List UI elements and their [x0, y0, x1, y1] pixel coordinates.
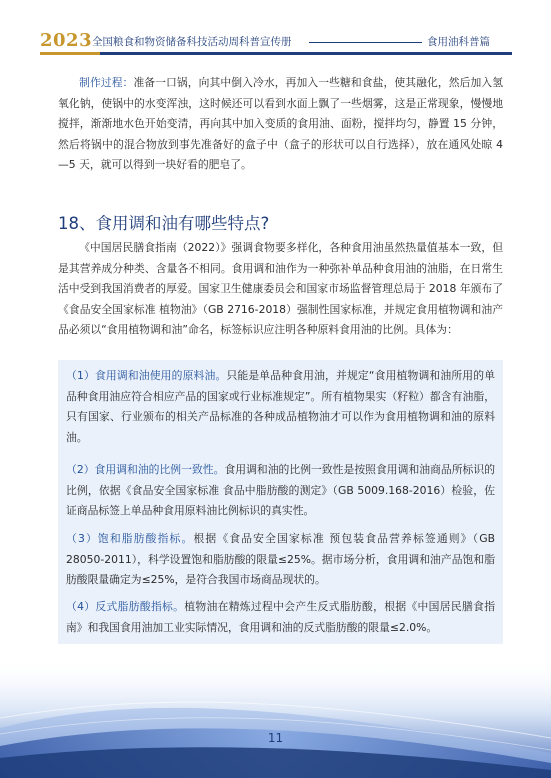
intro-text: 《中国居民膳食指南（2022）》强调食物要多样化，各种食用油虽然热量值基本一致，但是其营养成分种类、含量各不相同。食用调和油作为一种弥补单品种食用油的油脂，在日常生活中受到我国消费者的厚爱。国家卫生健康委员会和国家市场监督管理总局于 2018 年颁布了《食品安全国家标准 植物油》（GB 2716-2018）强制性国家标准，并规定食用植物调和油产品必须以“食用植物调和油”命名，标签标识应注明各种原料食用油的比例。具体为：	[58, 241, 503, 336]
point-4-text: 植物油在精炼过程中会产生反式脂肪酸，根据《中国居民膳食指南》和我国食用油加工业实际情况，食用调和油的反式脂肪酸的限量≤2.0%。	[66, 600, 495, 634]
page-number: 11	[267, 731, 284, 745]
header-title: 全国粮食和物资储备科技活动周科普宣传册	[92, 36, 292, 48]
point-3-lead: （3）饱和脂肪酸指标。	[66, 532, 194, 545]
header-section: 食用油科普篇	[427, 36, 490, 48]
header-year: 2023	[40, 30, 93, 51]
intro-paragraph	[58, 238, 503, 341]
point-1-lead: （1）食用调和油使用的原料油。	[66, 369, 227, 382]
point-2-text: 食用调和油的比例一致性是按照食用调和油商品所标识的比例，依据《食品安全国家标准 食品中脂肪酸的测定》（GB 5009.168-2016）检验，佐证商品标签上单品种食用原料油比例标识的真实性。	[66, 463, 496, 517]
point-3-box	[58, 523, 503, 597]
point-2-lead: （2）食用调和油的比例一致性。	[66, 463, 225, 476]
point-3-text: 根据《食品安全国家标准 预包装食品营养标签通则》（GB 28050-2011），科学设置饱和脂肪酸的限量≤25%。据市场分析，食用调和油产品饱和脂肪酸限量确定为≤25%，是符合我国市场商品现状的。	[66, 532, 495, 586]
point-4-lead: （4）反式脂肪酸指标。	[66, 600, 185, 613]
point-1-box	[58, 360, 503, 454]
production-lead: 制作过程：	[79, 76, 134, 89]
page-header	[0, 0, 551, 58]
point-1-text: 只能是单品种食用油，并规定“食用植物调和油所用的单品种食用油应符合相应产品的国家或行业标准规定”。所有植物果实（籽粒）都含有油脂，只有国家、行业颁布的相关产品标准的各种成品植物油才可以作为食用植物调和油的原料油。	[66, 369, 496, 444]
production-paragraph	[58, 73, 503, 176]
point-2-box	[58, 454, 503, 528]
section-title: 18、食用调和油有哪些特点?	[58, 214, 270, 233]
header-bar-accent	[40, 52, 100, 55]
footer-wave-decoration	[0, 658, 551, 778]
point-4-box	[58, 591, 503, 644]
header-divider	[309, 42, 422, 43]
header-bar	[40, 52, 512, 55]
production-text: 准备一口锅，向其中倒入冷水，再加入一些糖和食盐，使其融化，然后加入氢氧化钠，使锅中的水变浑浊，这时候还可以看到水面上飘了一些烟雾，这是正常现象，慢慢地搅拌，渐渐地水色开始变清，再向其中加入变质的食用油、面粉，搅拌均匀，静置 15 分钟，然后将锅中的混合物放到事先准备好的盒子中（盒子的形状可以自行选择），放在通风处晾 4—5 天，就可以得到一块好看的肥皂了。	[58, 76, 504, 171]
